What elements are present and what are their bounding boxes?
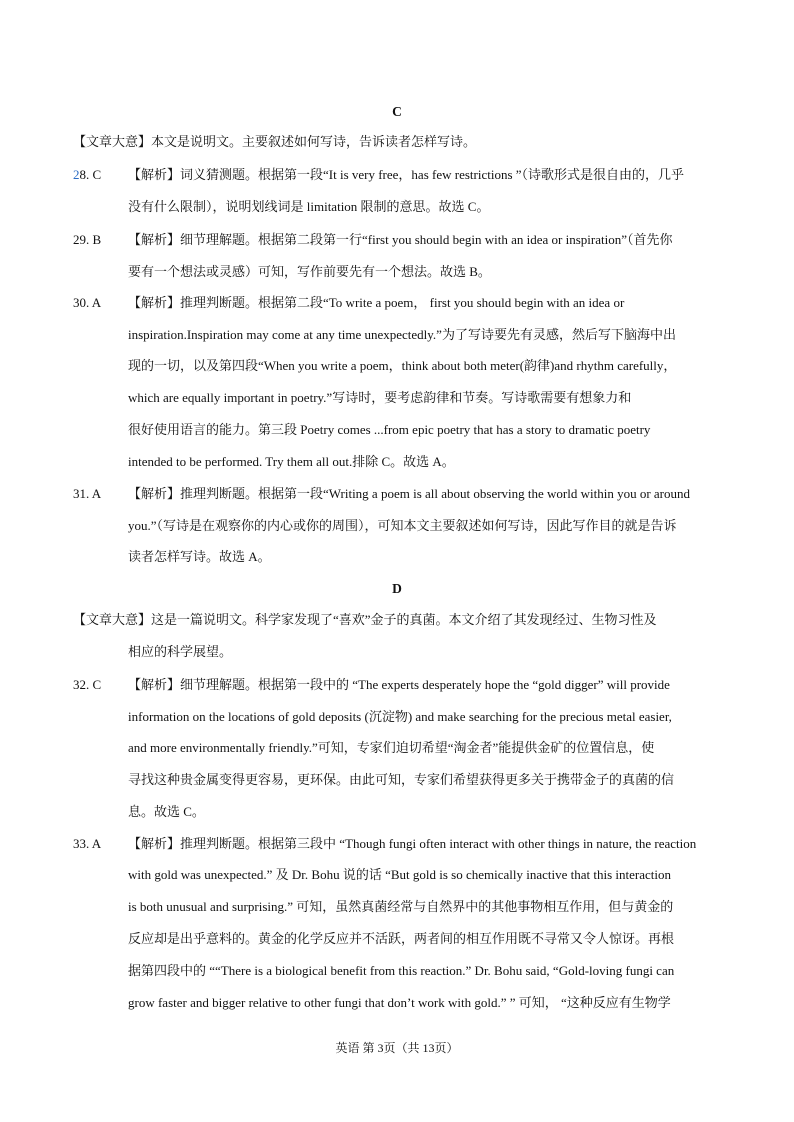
summary-c: 【文章大意】本文是说明文。主要叙述如何写诗，告诉读者怎样写诗。 [73,134,477,149]
explanation-29-line-1: 【解析】细节理解题。根据第二段第一行“first you should begin with an idea or inspiration”（首先你 [128,232,673,247]
explanation-30-line-5: 很好使用语言的能力。第三段 Poetry comes ...from epic poetry that has a story to dramatic poetry [128,422,651,437]
explanation-33-line-6: grow faster and bigger relative to other fungi that don’t work with gold.” ” 可知， “这种反应有生物学 [128,995,671,1010]
explanation-33-line-2: with gold was unexpected.” 及 Dr. Bohu 说的话 “But gold is so chemically inactive that this interaction [128,867,672,882]
explanation-28-line-1: 【解析】词义猜测题。根据第一段“It is very free，has few restrictions ”（诗歌形式是很自由的，几乎 [128,167,685,182]
section-heading-c: C [392,104,402,119]
explanation-32-line-3: and more environmentally friendly.”可知，专家们迫切希望“淘金者”能提供金矿的位置信息，使 [128,740,655,755]
summary-d-line-1: 【文章大意】这是一篇说明文。科学家发现了“喜欢”金子的真菌。本文介绍了其发现经过、生物习性及 [73,612,657,627]
explanation-30-line-2: inspiration.Inspiration may come at any time unexpectedly.”为了写诗要先有灵感，然后写下脑海中出 [128,327,676,342]
explanation-32-line-1: 【解析】细节理解题。根据第一段中的 “The experts desperately hope the “gold digger” will provide [128,677,670,692]
explanation-29-line-2: 要有一个想法或灵感）可知，写作前要先有一个想法。故选 B。 [128,264,491,279]
answer-number-32: 32. C [73,677,102,692]
explanation-28-line-2: 没有什么限制），说明划线词是 limitation 限制的意思。故选 C。 [128,199,490,214]
answer-number-31: 31. A [73,486,102,501]
explanation-32-line-2: information on the locations of gold deposits (沉淀物) and make searching for the precious metal easier, [128,709,672,724]
explanation-30-line-4: which are equally important in poetry.”写诗时，要考虑韵律和节奏。写诗歌需要有想象力和 [128,390,632,405]
explanation-31-line-3: 读者怎样写诗。故选 A。 [128,549,271,564]
explanation-32-line-4: 寻找这种贵金属变得更容易，更环保。由此可知，专家们希望获得更多关于携带金子的真菌的信 [128,772,675,787]
explanation-33-line-4: 反应却是出乎意料的。黄金的化学反应并不活跃，两者间的相互作用既不寻常又令人惊讶。再根 [128,931,675,946]
explanation-30-line-1: 【解析】推理判断题。根据第二段“To write a poem， first you should begin with an idea or [128,295,625,310]
explanation-30-line-3: 现的一切，以及第四段“When you write a poem，think about both meter(韵律)and rhythm carefully， [128,358,677,373]
answer-number-30: 30. A [73,295,102,310]
explanation-32-line-5: 息。故选 C。 [128,804,205,819]
explanation-33-line-3: is both unusual and surprising.” 可知，虽然真菌经常与自然界中的其他事物相互作用，但与黄金的 [128,899,674,914]
page-footer: 英语 第 3页（共 13页） [335,1041,459,1055]
explanation-30-line-6: intended to be performed. Try them all out.排除 C。故选 A。 [128,454,455,469]
answer-number-28: 28. C [73,167,102,182]
explanation-33-line-5: 据第四段中的 ““There is a biological benefit from this reaction.” Dr. Bohu said, “Gold-loving fungi can [128,963,675,978]
summary-d-line-2: 相应的科学展望。 [128,644,233,659]
explanation-31-line-1: 【解析】推理判断题。根据第一段“Writing a poem is all about observing the world within you or around [128,486,691,501]
answer-number-29: 29. B [73,232,102,247]
answer-number-33: 33. A [73,836,102,851]
section-heading-d: D [392,581,402,596]
explanation-31-line-2: you.”（写诗是在观察你的内心或你的周围），可知本文主要叙述如何写诗，因此写作目的就是告诉 [128,518,677,533]
explanation-33-line-1: 【解析】推理判断题。根据第三段中 “Though fungi often interact with other things in nature, the reaction [128,836,697,851]
